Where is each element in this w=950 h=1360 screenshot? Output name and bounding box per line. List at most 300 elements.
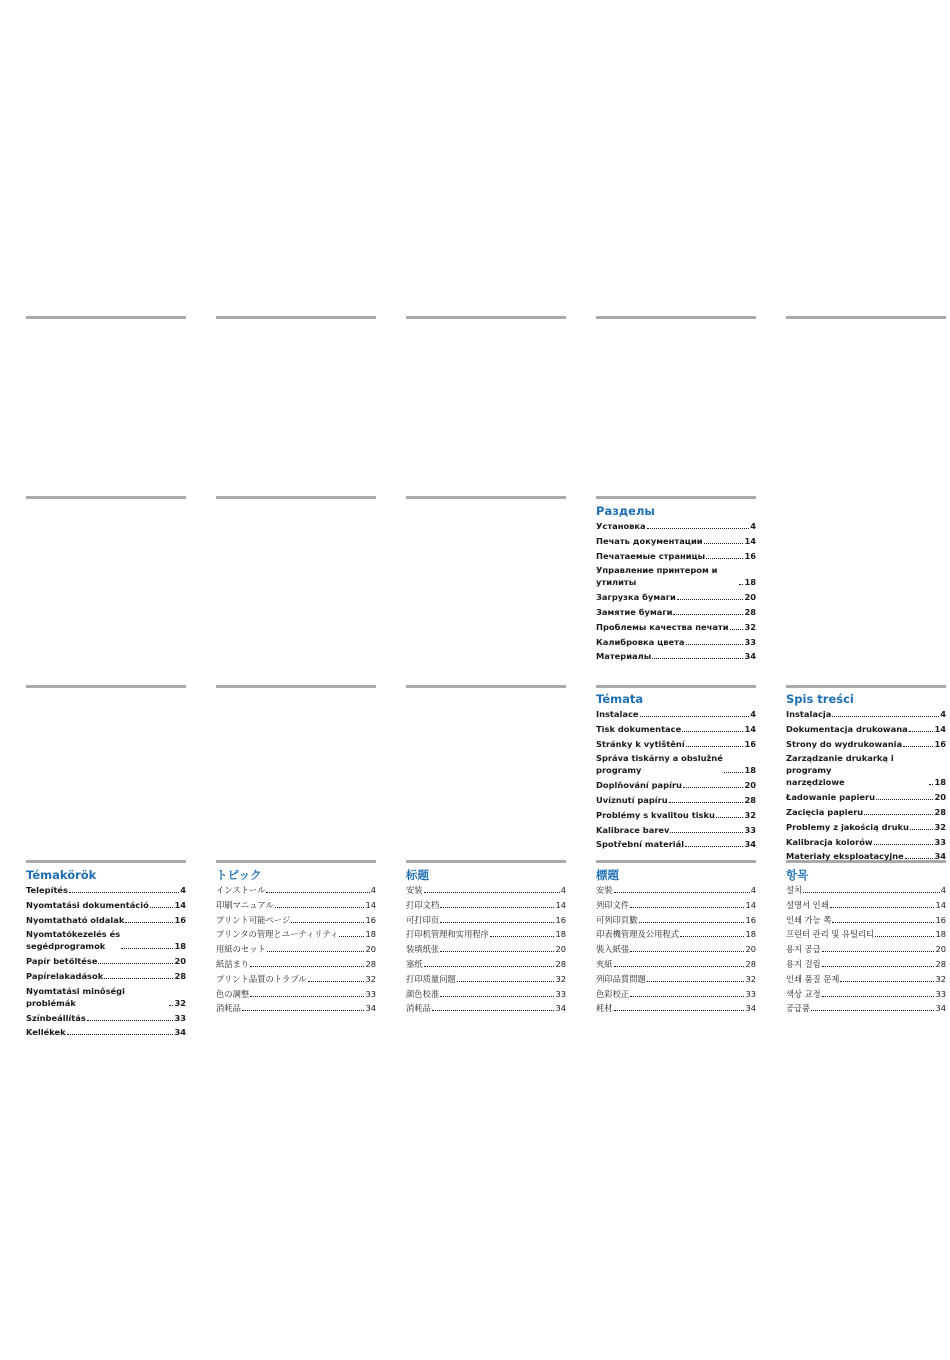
dot-leader (266, 892, 369, 893)
toc-entry[interactable] (596, 621, 756, 633)
dot-leader (840, 981, 934, 982)
toc-entry-label: Színbeállítás (26, 1012, 86, 1023)
divider-rule (216, 685, 376, 688)
toc-entry-label: 消耗品 (216, 1003, 241, 1014)
toc-entry-page: 20 (555, 944, 566, 955)
toc-entry-page: 34 (365, 1003, 376, 1014)
toc-entry-label: 可列印頁數 (596, 914, 638, 925)
dot-leader (724, 772, 744, 773)
toc-entry-page: 33 (744, 636, 756, 647)
toc-entry[interactable] (786, 821, 946, 833)
toc-title: Spis treści (786, 692, 854, 706)
dot-leader (125, 922, 173, 923)
toc-panel-cs (596, 692, 756, 853)
toc-entry-page: 28 (555, 958, 566, 969)
toc-entry-label: 용지 걸림 (786, 958, 821, 969)
toc-entry[interactable] (596, 535, 756, 547)
dot-leader (614, 1010, 745, 1011)
divider-rule (596, 496, 756, 499)
toc-entry-label: Dokumentacja drukowana (786, 723, 908, 734)
toc-entry-label: 安装 (406, 885, 423, 895)
dot-leader (424, 892, 560, 893)
toc-entry-page: 4 (180, 885, 186, 895)
toc-entry-page: 18 (744, 765, 756, 776)
dot-leader (250, 966, 364, 967)
dot-leader (716, 817, 744, 818)
toc-entry-label: 프린터 관리 및 유틸리티 (786, 929, 875, 940)
toc-entry-label: Замятие бумаги (596, 606, 673, 617)
dot-leader (830, 907, 935, 908)
toc-entry[interactable] (596, 606, 756, 618)
toc-entry[interactable] (216, 943, 376, 955)
toc-entry-label: Správa tiskárny a obslužné programy (596, 753, 723, 776)
toc-entry-label: Instalace (596, 709, 639, 719)
dot-leader (267, 951, 365, 952)
toc-entry-page: 32 (744, 809, 756, 820)
toc-entry-label: Kalibracja kolorów (786, 836, 873, 847)
toc-entry-label: Nyomtatási minőségi problémák (26, 985, 125, 1008)
toc-entry-label: Doplňování papíru (596, 780, 682, 791)
toc-entry-page: 28 (745, 958, 756, 969)
toc-title: Разделы (596, 504, 655, 518)
toc-entry-page: 34 (744, 839, 756, 850)
toc-entry[interactable] (786, 884, 946, 896)
dot-leader (669, 802, 744, 803)
toc-panel-ko (786, 868, 946, 1017)
divider-rule (596, 685, 756, 688)
toc-entry-label: Problemy z jakością druku (786, 821, 909, 832)
toc-entry-page: 14 (745, 899, 756, 910)
divider-rule (786, 685, 946, 688)
toc-entry-label: Kalibrace barev (596, 824, 670, 835)
toc-entry-page: 18 (174, 941, 186, 952)
dot-leader (903, 746, 933, 747)
toc-entry-label: プリント品質のトラブル (216, 973, 307, 984)
toc-panel-zh-tw (596, 868, 756, 1017)
toc-entry[interactable] (786, 943, 946, 955)
toc-entry-page: 16 (935, 914, 946, 925)
toc-entry-page: 28 (174, 970, 186, 981)
divider-rule (26, 316, 186, 319)
toc-entry-label: Печатаемые страницы (596, 550, 706, 561)
toc-entry-page: 18 (745, 929, 756, 940)
toc-entry[interactable] (786, 899, 946, 911)
dot-leader (69, 892, 179, 893)
toc-entry-page: 33 (365, 988, 376, 999)
toc-entry-label: 용지 공급 (786, 944, 821, 955)
toc-entry[interactable] (406, 988, 566, 1000)
toc-entry-label: 인쇄 품질 문제 (786, 973, 840, 984)
dot-leader (104, 978, 173, 979)
toc-entry-label: プリンタの管理とユーティリティ (216, 929, 339, 940)
toc-entry-label: Telepítés (26, 885, 68, 895)
toc-entry-label: Zarządzanie drukarką i programy narzędziowe (786, 753, 894, 788)
toc-entry-label: Zacięcia papieru (786, 806, 864, 817)
toc-entry-page: 34 (555, 1003, 566, 1014)
toc-entry[interactable] (216, 884, 376, 896)
toc-title: Témakörök (26, 868, 97, 882)
toc-entry[interactable] (786, 914, 946, 926)
toc-entry[interactable] (596, 520, 756, 532)
toc-entry[interactable] (596, 723, 756, 735)
toc-entry[interactable] (596, 943, 756, 955)
toc-entry-page: 33 (555, 988, 566, 999)
toc-entry-page: 32 (365, 973, 376, 984)
divider-rule (216, 496, 376, 499)
toc-entry-page: 20 (744, 780, 756, 791)
toc-entry[interactable] (216, 899, 376, 911)
divider-rule (406, 860, 566, 863)
toc-entry[interactable] (596, 1002, 756, 1014)
toc-entry-label: 颜色校准 (406, 988, 440, 999)
divider-rule (406, 685, 566, 688)
dot-leader (630, 907, 744, 908)
toc-entry-label: Problémy s kvalitou tisku (596, 809, 715, 820)
dot-leader (910, 829, 934, 830)
toc-panel-zh-cn (406, 868, 566, 1017)
toc-entry[interactable] (26, 970, 186, 982)
toc-entry[interactable] (596, 779, 756, 791)
divider-rule (406, 496, 566, 499)
toc-entry[interactable] (26, 1026, 186, 1038)
toc-entry[interactable] (596, 809, 756, 821)
toc-entry-page: 32 (935, 973, 946, 984)
dot-leader (875, 936, 934, 937)
toc-entry[interactable] (406, 943, 566, 955)
toc-entry[interactable] (786, 791, 946, 803)
toc-title: トピック (216, 868, 262, 882)
toc-entry-page: 33 (745, 988, 756, 999)
toc-entry-label: Papírelakadások (26, 970, 104, 981)
toc-entry-label: Калибровка цвета (596, 636, 685, 647)
toc-entry[interactable] (26, 899, 186, 911)
toc-entry[interactable] (26, 1012, 186, 1024)
toc-entry-page: 18 (555, 929, 566, 940)
dot-leader (440, 996, 554, 997)
toc-entry-page: 20 (365, 944, 376, 955)
toc-entry-page: 18 (365, 929, 376, 940)
toc-entry-page: 33 (934, 836, 946, 847)
toc-entry-page: 20 (744, 592, 756, 603)
dot-leader (614, 966, 745, 967)
dot-leader (630, 951, 744, 952)
toc-entry-page: 34 (934, 851, 946, 862)
dot-leader (339, 936, 364, 937)
toc-entry-label: Tisk dokumentace (596, 723, 682, 734)
toc-entry-label: 耗材 (596, 1003, 613, 1014)
toc-entry-page: 4 (560, 885, 566, 895)
toc-entry-label: 装填纸张 (406, 944, 440, 955)
toc-entry-page: 34 (745, 1003, 756, 1014)
toc-entry-page: 20 (934, 792, 946, 803)
dot-leader (150, 907, 174, 908)
toc-entry[interactable] (596, 899, 756, 911)
toc-entry[interactable] (216, 988, 376, 1000)
dot-leader (686, 746, 744, 747)
toc-entry-page: 16 (744, 738, 756, 749)
toc-entry-label: 安裝 (596, 885, 613, 895)
toc-entry-label: Установка (596, 521, 646, 531)
toc-entry-page: 14 (744, 535, 756, 546)
divider-rule (26, 860, 186, 863)
toc-entry-label: Kellékek (26, 1027, 66, 1038)
dot-leader (673, 614, 743, 615)
toc-entry-page: 14 (934, 723, 946, 734)
toc-entry[interactable] (596, 636, 756, 648)
toc-title: 标题 (406, 868, 429, 882)
toc-entry-page: 28 (935, 958, 946, 969)
toc-entry-label: Проблемы качества печати (596, 621, 729, 632)
toc-entry-page: 34 (174, 1027, 186, 1038)
toc-entry-label: 인쇄 가능 쪽 (786, 914, 832, 925)
dot-leader (250, 996, 364, 997)
toc-entry[interactable] (596, 550, 756, 562)
dot-leader (432, 1010, 555, 1011)
toc-entry-page: 28 (934, 806, 946, 817)
dot-leader (811, 1010, 934, 1011)
toc-entry-label: 印刷マニュアル (216, 899, 274, 910)
toc-entry-page: 16 (745, 914, 756, 925)
toc-entry[interactable] (596, 958, 756, 970)
toc-entry-page: 16 (365, 914, 376, 925)
toc-entry[interactable] (596, 988, 756, 1000)
toc-entry-label: 色彩校正 (596, 988, 630, 999)
toc-entry[interactable] (786, 988, 946, 1000)
toc-entry[interactable] (216, 958, 376, 970)
toc-entry-page: 28 (744, 794, 756, 805)
toc-entry-page: 32 (934, 821, 946, 832)
dot-leader (308, 981, 365, 982)
dot-leader (639, 922, 745, 923)
toc-entry-page: 14 (365, 899, 376, 910)
dot-leader (682, 731, 743, 732)
toc-entry[interactable] (406, 884, 566, 896)
divider-rule (596, 316, 756, 319)
toc-entry[interactable] (406, 1002, 566, 1014)
dot-leader (929, 784, 933, 785)
divider-rule (216, 316, 376, 319)
toc-entry[interactable] (596, 824, 756, 836)
toc-entry-label: 列印品質問題 (596, 973, 646, 984)
toc-entry[interactable] (786, 723, 946, 735)
toc-entry-page: 18 (934, 777, 946, 788)
toc-entry-label: 打印机管理和实用程序 (406, 929, 489, 940)
toc-entry-page: 32 (745, 973, 756, 984)
divider-rule (596, 860, 756, 863)
toc-entry[interactable] (216, 928, 376, 940)
toc-entry-page: 4 (940, 885, 946, 895)
toc-entry[interactable] (596, 650, 756, 662)
toc-entry[interactable] (26, 955, 186, 967)
dot-leader (98, 963, 173, 964)
toc-entry-label: Strony do wydrukowania (786, 738, 903, 749)
toc-entry[interactable] (596, 752, 756, 776)
toc-entry-label: Spotřební materiál (596, 839, 685, 850)
toc-entry-page: 32 (174, 997, 186, 1008)
toc-entry[interactable] (596, 738, 756, 750)
toc-title: 항목 (786, 868, 809, 882)
toc-entry-page: 32 (744, 621, 756, 632)
toc-entry-label: プリント可能ページ (216, 914, 291, 925)
toc-entry-page: 4 (750, 521, 756, 531)
dot-leader (706, 558, 743, 559)
dot-leader (822, 951, 935, 952)
toc-entry[interactable] (406, 928, 566, 940)
toc-entry-label: 설명서 인쇄 (786, 899, 829, 910)
toc-entry-page: 14 (935, 899, 946, 910)
toc-entry[interactable] (786, 836, 946, 848)
dot-leader (832, 716, 939, 717)
toc-entry[interactable] (786, 973, 946, 985)
toc-entry[interactable] (596, 564, 756, 588)
dot-leader (677, 599, 744, 600)
divider-rule (786, 316, 946, 319)
dot-leader (87, 1020, 174, 1021)
dot-leader (652, 658, 743, 659)
toc-entry-label: 설치 (786, 885, 803, 895)
toc-entry[interactable] (596, 708, 756, 720)
toc-entry[interactable] (406, 973, 566, 985)
toc-entry-label: Печать документации (596, 535, 703, 546)
toc-entry[interactable] (786, 806, 946, 818)
toc-entry-page: 32 (555, 973, 566, 984)
divider-rule (26, 685, 186, 688)
dot-leader (822, 996, 935, 997)
toc-entry[interactable] (26, 928, 186, 952)
toc-entry-page: 4 (370, 885, 376, 895)
dot-leader (647, 981, 745, 982)
divider-rule (406, 316, 566, 319)
toc-entry-label: Ładowanie papieru (786, 792, 876, 803)
toc-entry[interactable] (216, 973, 376, 985)
toc-entry[interactable] (26, 985, 186, 1009)
toc-entry[interactable] (216, 1002, 376, 1014)
toc-entry[interactable] (786, 928, 946, 940)
toc-entry[interactable] (596, 838, 756, 850)
dot-leader (822, 966, 935, 967)
dot-leader (169, 1005, 173, 1006)
toc-entry-page: 4 (750, 709, 756, 719)
dot-leader (704, 543, 744, 544)
dot-leader (876, 799, 933, 800)
toc-entry[interactable] (786, 752, 946, 788)
toc-entry-page: 20 (745, 944, 756, 955)
dot-leader (803, 892, 940, 893)
toc-entry-label: 色の調整 (216, 988, 250, 999)
toc-entry-label: 消耗品 (406, 1003, 431, 1014)
toc-panel-ru (596, 504, 756, 665)
toc-panel-pl (786, 692, 946, 865)
toc-entry-page: 4 (750, 885, 756, 895)
toc-entry-page: 33 (744, 824, 756, 835)
toc-entry-label: Papír betöltése (26, 956, 98, 967)
toc-entry[interactable] (786, 738, 946, 750)
dot-leader (67, 1034, 174, 1035)
toc-entry[interactable] (596, 928, 756, 940)
toc-entry[interactable] (596, 794, 756, 806)
toc-panel-hu (26, 868, 186, 1041)
toc-entry[interactable] (26, 914, 186, 926)
dot-leader (614, 892, 750, 893)
dot-leader (121, 948, 173, 949)
toc-entry-label: Uvíznutí papíru (596, 794, 668, 805)
toc-entry-page: 16 (174, 914, 186, 925)
toc-entry-page: 14 (555, 899, 566, 910)
dot-leader (905, 858, 934, 859)
toc-entry[interactable] (216, 914, 376, 926)
toc-entry-label: Загрузка бумаги (596, 592, 676, 603)
dot-leader (670, 832, 743, 833)
toc-entry-label: 塞纸 (406, 958, 423, 969)
toc-title: 標題 (596, 868, 619, 882)
dot-leader (640, 716, 750, 717)
dot-leader (864, 814, 933, 815)
dot-leader (440, 922, 554, 923)
toc-entry-label: Управление принтером и утилиты (596, 565, 718, 588)
dot-leader (424, 966, 555, 967)
dot-leader (739, 584, 743, 585)
toc-entry-page: 16 (744, 550, 756, 561)
toc-entry-label: 紙詰まり (216, 958, 250, 969)
toc-entry[interactable] (406, 958, 566, 970)
toc-entry-label: 可打印页 (406, 914, 440, 925)
toc-entry-label: Nyomtatókezelés és segédprogramok (26, 929, 121, 952)
toc-entry-label: 打印文档 (406, 899, 440, 910)
toc-entry[interactable] (406, 914, 566, 926)
toc-entry-label: 색상 교정 (786, 988, 821, 999)
toc-entry[interactable] (786, 1002, 946, 1014)
toc-entry-label: 列印文件 (596, 899, 630, 910)
toc-entry[interactable] (786, 850, 946, 862)
dot-leader (909, 731, 934, 732)
dot-leader (874, 844, 934, 845)
toc-entry-page: 33 (935, 988, 946, 999)
dot-leader (291, 922, 364, 923)
dot-leader (686, 644, 744, 645)
toc-entry-page: 16 (934, 738, 946, 749)
toc-entry-page: 14 (174, 899, 186, 910)
toc-entry[interactable] (786, 708, 946, 720)
toc-entry-page: 20 (174, 956, 186, 967)
dot-leader (630, 996, 744, 997)
toc-title: Témata (596, 692, 644, 706)
toc-entry[interactable] (596, 973, 756, 985)
dot-leader (647, 528, 750, 529)
toc-entry[interactable] (596, 914, 756, 926)
dot-leader (680, 936, 744, 937)
toc-entry[interactable] (596, 884, 756, 896)
dot-leader (440, 951, 554, 952)
dot-leader (242, 1010, 365, 1011)
toc-entry[interactable] (26, 884, 186, 896)
dot-leader (275, 907, 365, 908)
toc-entry-label: Nyomtatható oldalak (26, 914, 125, 925)
dot-leader (457, 981, 555, 982)
toc-entry-page: 4 (940, 709, 946, 719)
toc-entry-label: 用紙のセット (216, 944, 266, 955)
toc-panel-ja (216, 868, 376, 1017)
divider-rule (216, 860, 376, 863)
toc-entry-label: Instalacja (786, 709, 832, 719)
toc-entry-page: 18 (935, 929, 946, 940)
toc-entry-page: 18 (744, 577, 756, 588)
toc-entry-page: 20 (935, 944, 946, 955)
toc-entry[interactable] (786, 958, 946, 970)
toc-entry-label: インストール (216, 885, 266, 895)
toc-entry[interactable] (596, 591, 756, 603)
toc-entry[interactable] (406, 899, 566, 911)
toc-entry-label: 裝入紙張 (596, 944, 630, 955)
